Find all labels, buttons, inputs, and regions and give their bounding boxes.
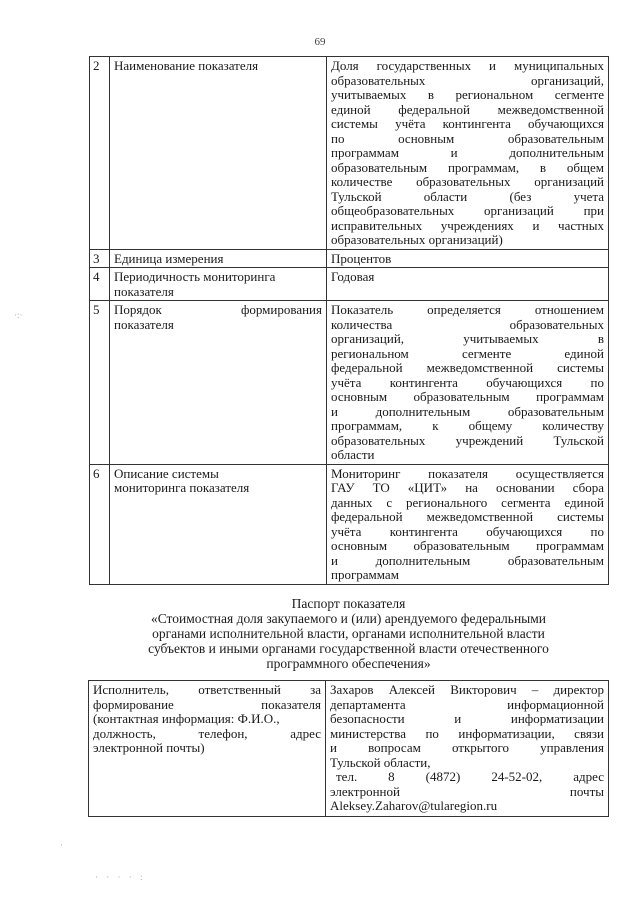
row-value-line: данных с регионального сегмента единой [331, 494, 604, 510]
executor-value-cell [326, 681, 609, 817]
row-label-cell [110, 57, 327, 250]
row-value-line: Показатель определяется отношением [331, 302, 604, 317]
row-value-line: и дополнительным образовательным [331, 552, 604, 568]
row-value-line: программам и дополнительным [331, 145, 604, 160]
executor-value-line: безопасности и информатизации [330, 711, 604, 726]
row-value-cell [327, 268, 609, 301]
row-number: 6 [90, 464, 110, 584]
row-value-line: общеобразовательных организаций при [331, 203, 604, 218]
row-value-line: ГАУ ТО «ЦИТ» на основании сбора [331, 480, 604, 495]
scan-artifact: · · · · : [95, 872, 146, 882]
scan-artifact: ·:· [14, 310, 23, 320]
row-value-line: программам [331, 567, 399, 582]
indicator-row [90, 268, 609, 301]
passport-title-line: программного обеспечения» [266, 656, 431, 671]
executor-value-line: электронной почты [330, 783, 604, 799]
row-value-line: основным образовательным программам [331, 389, 604, 404]
row-number: 3 [90, 249, 110, 268]
executor-email: Aleksey.Zaharov@tularegion.ru [330, 798, 498, 813]
indicator-row [90, 57, 609, 250]
row-label-line: показателя [114, 283, 174, 299]
indicator-row [90, 464, 609, 584]
row-label-line: Периодичность мониторинга [114, 269, 276, 284]
indicator-row [90, 249, 609, 268]
row-value-line: образовательных учреждений Тульской [331, 432, 604, 448]
row-number: 2 [90, 57, 110, 250]
row-label-cell [110, 301, 327, 465]
row-value-line: Доля государственных и муниципальных [331, 58, 604, 73]
passport-title-line: субъектов и иными органами государственной власти отечественного [148, 641, 549, 656]
page-number: 69 [314, 36, 326, 48]
row-value-line: системы учёта контингента обучающихся [331, 116, 604, 131]
row-value-line: единой федеральной межведомственной [331, 101, 604, 117]
row-value-cell [327, 249, 609, 268]
row-value-line: Тульской области (без учета [331, 188, 604, 204]
row-value-line: образовательных организаций, [331, 72, 604, 88]
indicator-passport-table-body [90, 57, 609, 585]
executor-value-line: департамента информационной [330, 696, 604, 712]
executor-label-cell [89, 681, 326, 817]
row-number: 5 [90, 301, 110, 465]
executor-label-line: формирование показателя [93, 696, 321, 712]
row-value-line: Годовая [331, 269, 375, 284]
row-label-line: Порядок формирования [114, 302, 322, 317]
row-value-line: учёта контингента обучающихся по [331, 374, 604, 390]
row-value-line: учёта контингента обучающихся по [331, 523, 604, 539]
executor-value-line: Захаров Алексей Викторович – директор [330, 682, 604, 697]
row-value-cell [327, 57, 609, 250]
row-value-line: образовательных организаций) [331, 232, 503, 247]
executor-label-line: (контактная информация: Ф.И.О., [93, 711, 280, 726]
row-value-line: и дополнительным образовательным [331, 403, 604, 419]
executor-label-line: Исполнитель, ответственный за [93, 682, 321, 697]
row-number: 4 [90, 268, 110, 301]
row-label-line: Единица измерения [114, 250, 224, 266]
row-value-line: образовательным программам, в общем [331, 159, 604, 175]
row-value-line: количестве образовательных организаций [331, 174, 604, 189]
row-value-line: Мониторинг показателя осуществляется [331, 465, 604, 481]
row-value-line: области [331, 447, 375, 462]
row-label-line: Наименование показателя [114, 58, 259, 73]
indicator-row [90, 301, 609, 465]
passport-title [89, 611, 608, 671]
row-value-line: федеральной межведомственной системы [331, 509, 604, 524]
executor-label-line: должность, телефон, адрес [93, 725, 321, 741]
executor-row [89, 681, 609, 817]
passport-title-line: органами исполнительной власти, органами исполнительной власти [152, 626, 545, 641]
row-value-line: основным образовательным программам [331, 538, 604, 553]
row-value-line: исправительных учреждениях и частных [331, 217, 604, 233]
row-label-line: Описание системы [114, 465, 219, 481]
executor-label-line: электронной почты) [93, 740, 205, 755]
row-label-cell [110, 464, 327, 584]
row-value-line: учитываемых в региональном сегменте [331, 87, 604, 102]
indicator-passport-table [89, 56, 609, 585]
executor-value-line: Тульской области, [330, 754, 431, 770]
executor-table [88, 680, 609, 817]
row-label-cell [110, 268, 327, 301]
row-value-line: федеральной межведомственной системы [331, 360, 604, 375]
passport-title-line: «Стоимостная доля закупаемого и (или) арендуемого федеральными [150, 611, 547, 626]
scan-artifact: · [60, 840, 63, 850]
passport-heading: Паспорт показателя [291, 596, 406, 611]
executor-value-line: и вопросам открытого управления [330, 740, 604, 755]
row-value-line: количества образовательных [331, 316, 604, 332]
row-label-line: показателя [114, 316, 174, 332]
row-value-line: по основным образовательным [331, 130, 604, 146]
row-value-cell [327, 301, 609, 465]
executor-value-line: министерства по информатизации, связи [330, 725, 604, 741]
row-label-cell [110, 249, 327, 268]
executor-value-line: тел. 8 (4872) 24-52-02, адрес [336, 769, 604, 784]
row-value-cell [327, 464, 609, 584]
row-value-line: Процентов [331, 250, 392, 266]
row-value-line: региональном сегменте единой [331, 345, 604, 361]
row-value-line: организаций, учитываемых в [331, 331, 604, 346]
row-value-line: программам, к общему количеству [331, 418, 604, 433]
row-label-line: мониторинга показателя [114, 480, 250, 495]
